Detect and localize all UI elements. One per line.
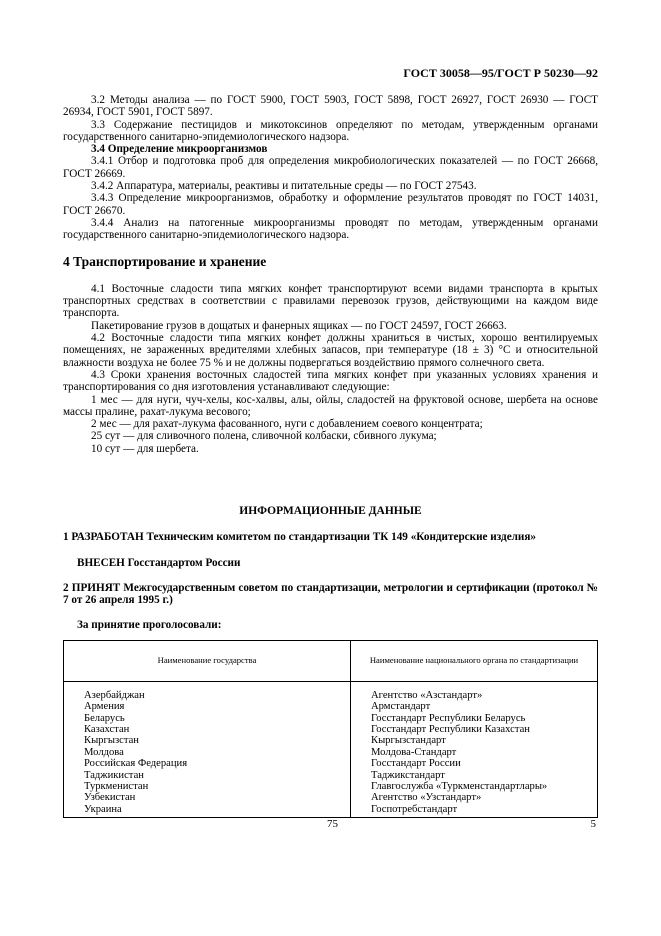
- info-item-2: 2 ПРИНЯТ Межгосударственным советом по стандартизации, метрологии и сертификации (протокол № 7 от 26 апреля 1995 г.): [63, 581, 598, 607]
- info-title: ИНФОРМАЦИОННЫЕ ДАННЫЕ: [239, 505, 422, 518]
- paragraph-4-3: 4.3 Сроки хранения восточных сладостей типа мягких конфет при указанных условиях хранения и транспортирования со дня изготовления устанавливают следующие:: [63, 368, 598, 394]
- storage-item-3: 25 сут — для сливочного полена, сливочной колбаски, сбивного лукума;: [91, 430, 437, 443]
- subsection-3-4-title: 3.4 Определение микроорганизмов: [91, 143, 268, 156]
- paragraph-packaging: Пакетирование грузов в дощатых и фанерных ящиках — по ГОСТ 24597, ГОСТ 26663.: [91, 319, 507, 332]
- paragraph-3-2: 3.2 Методы анализа — по ГОСТ 5900, ГОСТ 5903, ГОСТ 5898, ГОСТ 26927, ГОСТ 26930 — ГОСТ 26934, ГОСТ 5901, ГОСТ 5897.: [63, 94, 598, 119]
- storage-item-1: 1 мес — для нуги, чуч-хелы, кос-халвы, алы, ойлы, сладостей на фруктовой основе, шербета на основе массы пралине, рахат-лукума весового;: [63, 393, 598, 418]
- storage-item-4: 10 сут — для шербета.: [91, 442, 199, 455]
- table-header-row: [64, 640, 598, 681]
- document-header: ГОСТ 30058—95/ГОСТ Р 50230—92: [403, 66, 598, 80]
- table-cell-bodies: [351, 681, 598, 817]
- paragraph-3-4-3: 3.4.3 Определение микроорганизмов, обработку и оформление результатов проводят по ГОСТ 14031, ГОСТ 26670.: [63, 192, 598, 217]
- table-row: [64, 681, 598, 817]
- section-4-title: 4 Транспортирование и хранение: [63, 253, 267, 269]
- paragraph-4-1: 4.1 Восточные сладости типа мягких конфет транспортируют всеми видами транспорта в крытых транспортных средствах в соответствии с правилами перевозок грузов, действующими на каждом виде транспорта.: [63, 282, 598, 320]
- info-item-1: 1 РАЗРАБОТАН Техническим комитетом по стандартизации ТК 149 «Кондитерские изделия»: [63, 531, 537, 544]
- paragraph-3-4-4: 3.4.4 Анализ на патогенные микроорганизмы проводят по методам, утвержденным органами государственного санитарно-эпидемиологического надзора.: [63, 216, 598, 242]
- page-content: [63, 94, 598, 818]
- bodies-list: Агентство «Азстандарт» Армстандарт Госстандарт Республики Беларусь Госстандарт Республики Казахстан Кыргызстандарт Молдова-Стандарт Госстандарт России Таджикстандарт Главгослужба «Туркменстандартлары» Агентство «Узстандарт» Госпотребстандарт: [371, 689, 548, 815]
- paragraph-4-2: 4.2 Восточные сладости типа мягких конфет должны храниться в чистых, хорошо вентилируемых помещениях, не зараженных вредителями хлебных запасов, при температуре (18 ± 3) °С и относительной влажности воздуха не более 75 % и не должны подвергаться воздействию прямого солнечного света.: [63, 332, 598, 369]
- sheet-number: 5: [590, 818, 596, 830]
- voting-table: [63, 640, 598, 818]
- vote-label: За принятие проголосовали:: [77, 618, 222, 631]
- paragraph-3-4-2: 3.4.2 Аппаратура, материалы, реактивы и питательные среды — по ГОСТ 27543.: [91, 180, 477, 193]
- info-item-1b: ВНЕСЕН Госстандартом России: [77, 556, 241, 569]
- table-cell-states: [64, 681, 351, 817]
- table-header-body: Наименование национального органа по стандартизации: [351, 640, 598, 681]
- states-list: Азербайджан Армения Беларусь Казахстан Кыргызстан Молдова Российская Федерация Таджикистан Туркменистан Узбекистан Украина: [84, 689, 188, 815]
- storage-item-2: 2 мес — для рахат-лукума фасованного, нуги с добавлением соевого концентрата;: [91, 418, 483, 431]
- page-number: 75: [327, 818, 338, 830]
- table-header-state: Наименование государства: [64, 640, 351, 681]
- paragraph-3-4-1: 3.4.1 Отбор и подготовка проб для определения микробиологических показателей — по ГОСТ 26668, ГОСТ 26669.: [63, 155, 598, 180]
- paragraph-3-3: 3.3 Содержание пестицидов и микотоксинов определяют по методам, утвержденным органами государственного санитарно-эпидемиологического надзора.: [63, 118, 598, 143]
